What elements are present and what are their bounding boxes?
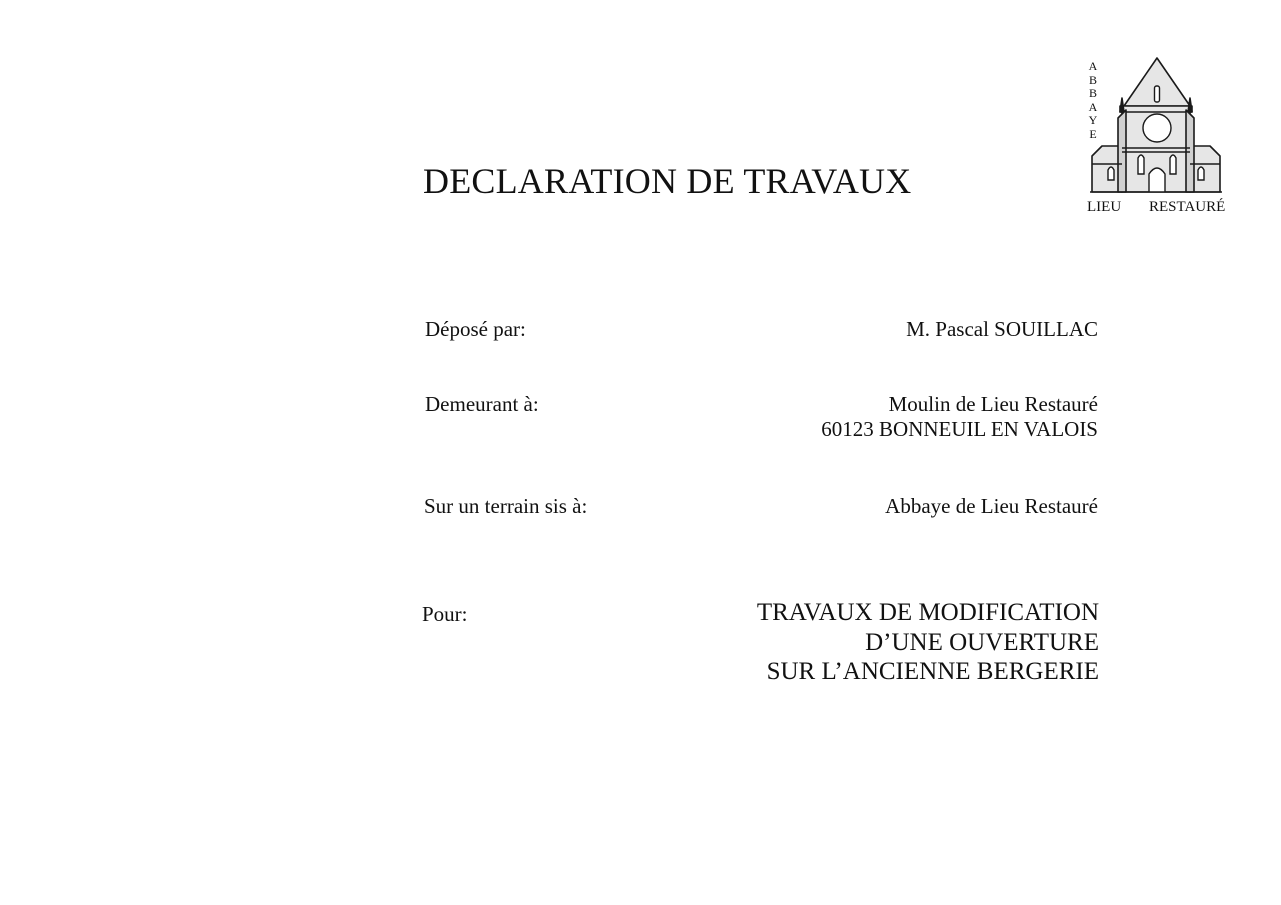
demeurant-label: Demeurant à: <box>425 392 539 416</box>
abbey-church-icon <box>1082 52 1232 202</box>
logo-letter: A <box>1088 99 1098 114</box>
pour-label: Pour: <box>422 602 468 626</box>
logo-vertical-word <box>1086 60 1100 141</box>
address-line: Moulin de Lieu Restauré <box>888 392 1098 416</box>
depose-par-label: Déposé par: <box>425 317 526 341</box>
logo-letter: B <box>1088 72 1097 87</box>
pour-line: SUR L’ANCIENNE BERGERIE <box>766 658 1099 685</box>
pour-description <box>757 598 1099 687</box>
logo-letter: Y <box>1088 113 1098 127</box>
abbey-logo <box>1082 52 1232 220</box>
pour-line: TRAVAUX DE MODIFICATION <box>756 599 1099 626</box>
pour-line: D’UNE OUVERTURE <box>865 628 1099 656</box>
logo-letter: E <box>1089 126 1097 141</box>
logo-letter: A <box>1088 59 1098 73</box>
depose-par-value: M. Pascal SOUILLAC <box>906 317 1098 341</box>
terrain-label: Sur un terrain sis à: <box>424 494 588 518</box>
demeurant-address <box>821 392 1098 442</box>
address-line: 60123 BONNEUIL EN VALOIS <box>821 417 1098 441</box>
document-title: DECLARATION DE TRAVAUX <box>423 161 912 201</box>
logo-word-lieu: LIEU <box>1087 199 1122 215</box>
logo-word-restaure: RESTAURÉ <box>1149 199 1226 215</box>
logo-letter: B <box>1088 86 1097 100</box>
terrain-value: Abbaye de Lieu Restauré <box>885 494 1098 518</box>
